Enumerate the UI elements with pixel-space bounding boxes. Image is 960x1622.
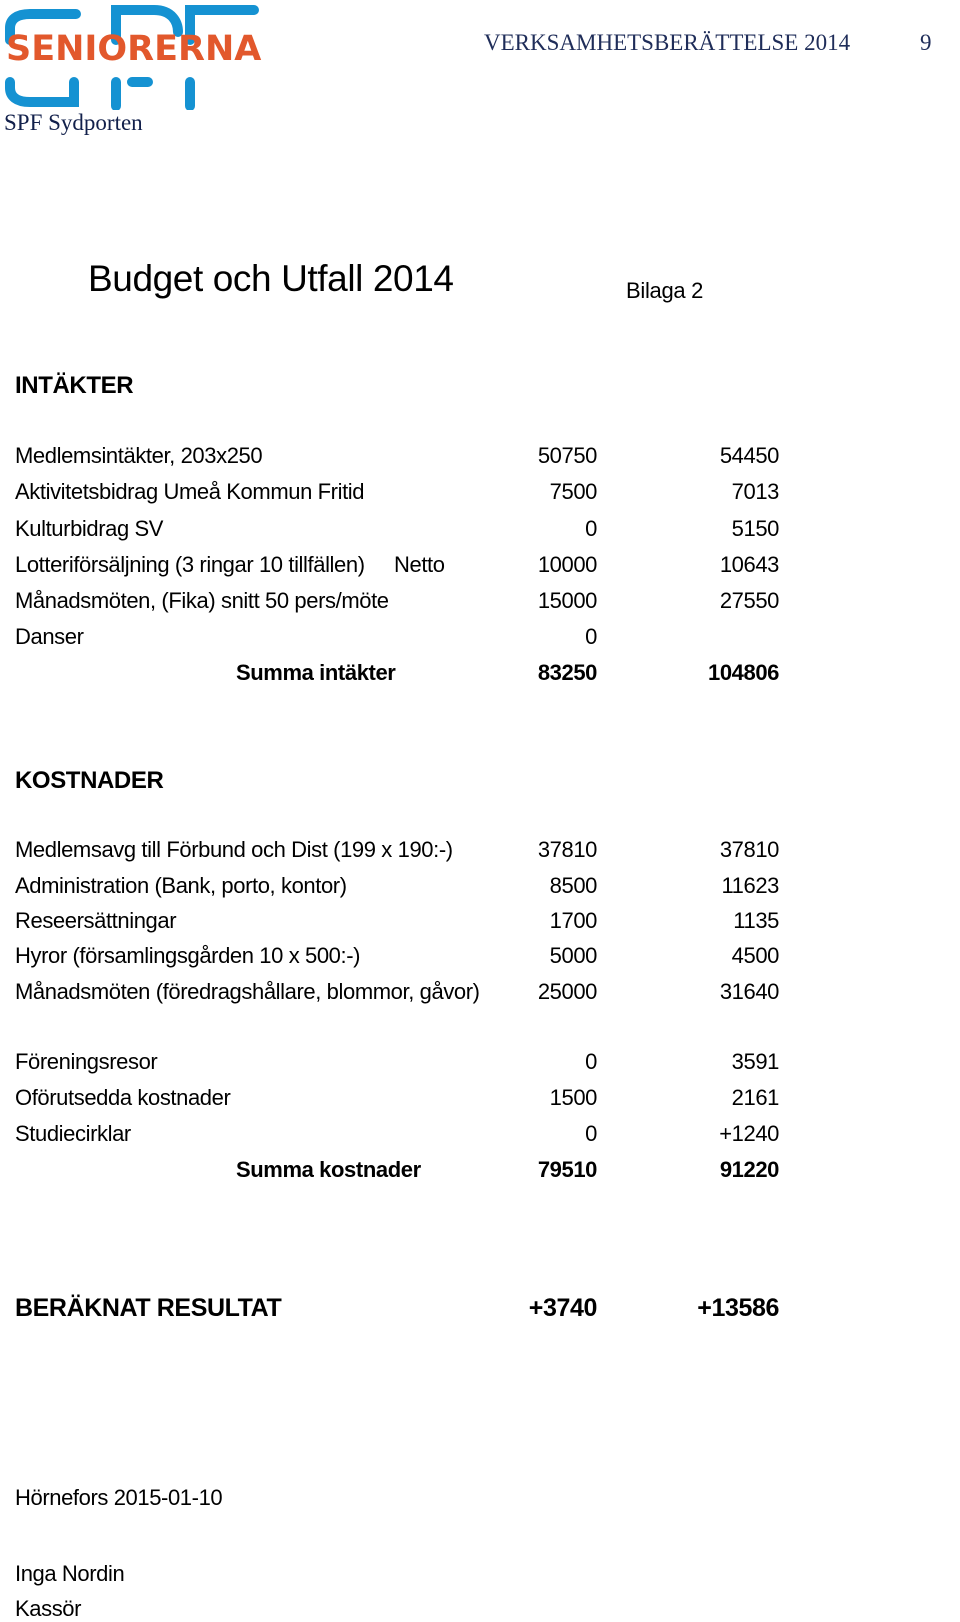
outcome-value: 5150 [731,516,779,541]
budget-value: 8500 [549,873,597,898]
outcome-value: 11623 [721,873,779,898]
table-row [0,835,960,865]
budget-value: 15000 [537,588,597,613]
income-heading: INTÄKTER [15,372,134,399]
row-label: Reseersättningar [15,908,177,933]
outcome-value: 27550 [719,588,779,613]
row-label: Kulturbidrag SV [15,516,164,541]
outcome-value: 3591 [731,1049,779,1074]
budget-value: 5000 [549,943,597,968]
budget-value: 37810 [537,837,597,862]
total-label: Summa intäkter [236,660,396,685]
row-label: Oförutsedda kostnader [15,1085,231,1110]
outcome-total: 104806 [707,660,779,685]
total-label: Summa kostnader [236,1157,421,1182]
spf-logo [2,2,264,110]
running-header: VERKSAMHETSBERÄTTELSE 2014 [484,30,851,55]
row-label: Lotteriförsäljning (3 ringar 10 tillfällen) [15,552,365,577]
row-label: Månadsmöten (föredragshållare, blommor, gåvor) [15,979,480,1004]
result-label: BERÄKNAT RESULTAT [15,1294,282,1322]
outcome-total: 91220 [719,1157,779,1182]
table-row [0,586,960,616]
costs-heading: KOSTNADER [15,767,164,794]
budget-value: 1700 [549,908,597,933]
row-label: Danser [15,624,84,649]
outcome-value: +1240 [719,1121,779,1146]
row-label: Hyror (församlingsgården 10 x 500:-) [15,943,361,968]
table-row [0,1083,960,1113]
budget-total: 83250 [537,660,597,685]
table-row [0,977,960,1007]
outcome-value: 10643 [719,552,779,577]
organization-name: SPF Sydporten [4,110,143,135]
result-budget: +3740 [528,1294,597,1322]
outcome-value: 37810 [719,837,779,862]
budget-value: 1500 [549,1085,597,1110]
budget-value: 0 [585,1049,597,1074]
budget-value: 0 [585,624,597,649]
row-label: Månadsmöten, (Fika) snitt 50 pers/möte [15,588,389,613]
outcome-value: 54450 [719,443,779,468]
row-label: Studiecirklar [15,1121,131,1146]
outcome-value: 4500 [731,943,779,968]
table-row [0,871,960,901]
outcome-value: 1135 [733,908,779,933]
budget-value: 50750 [537,443,597,468]
row-label: Föreningsresor [15,1049,158,1074]
row-label: Administration (Bank, porto, kontor) [15,873,347,898]
row-label: Medlemsavg till Förbund och Dist (199 x 190:-) [15,837,453,862]
document-title: Budget och Utfall 2014 [88,258,454,299]
appendix-label: Bilaga 2 [626,278,704,303]
table-row [0,941,960,971]
signatory-name: Inga Nordin [15,1561,125,1586]
place-and-date: Hörnefors 2015-01-10 [15,1485,223,1510]
table-row [0,622,960,652]
budget-value: 25000 [537,979,597,1004]
outcome-value: 2161 [731,1085,779,1110]
table-row [0,441,960,471]
outcome-value: 7013 [731,479,779,504]
table-row [0,1047,960,1077]
budget-value: 0 [585,1121,597,1146]
row-note: Netto [394,552,445,577]
table-row [0,514,960,544]
row-label: Aktivitetsbidrag Umeå Kommun Fritid [15,479,365,504]
result-row [0,1293,960,1323]
result-outcome: +13586 [697,1294,779,1322]
page-number: 9 [920,30,932,55]
budget-value: 0 [585,516,597,541]
row-label: Medlemsintäkter, 203x250 [15,443,263,468]
table-row [0,906,960,936]
budget-value: 7500 [549,479,597,504]
logo-wordmark: SENIORERNA [6,29,262,69]
costs-total-row [0,1155,960,1185]
budget-value: 10000 [537,552,597,577]
budget-total: 79510 [537,1157,597,1182]
table-row [0,550,960,580]
outcome-value: 31640 [719,979,779,1004]
signatory-role: Kassör [15,1596,82,1621]
table-row [0,477,960,507]
table-row [0,1119,960,1149]
income-total-row [0,658,960,688]
